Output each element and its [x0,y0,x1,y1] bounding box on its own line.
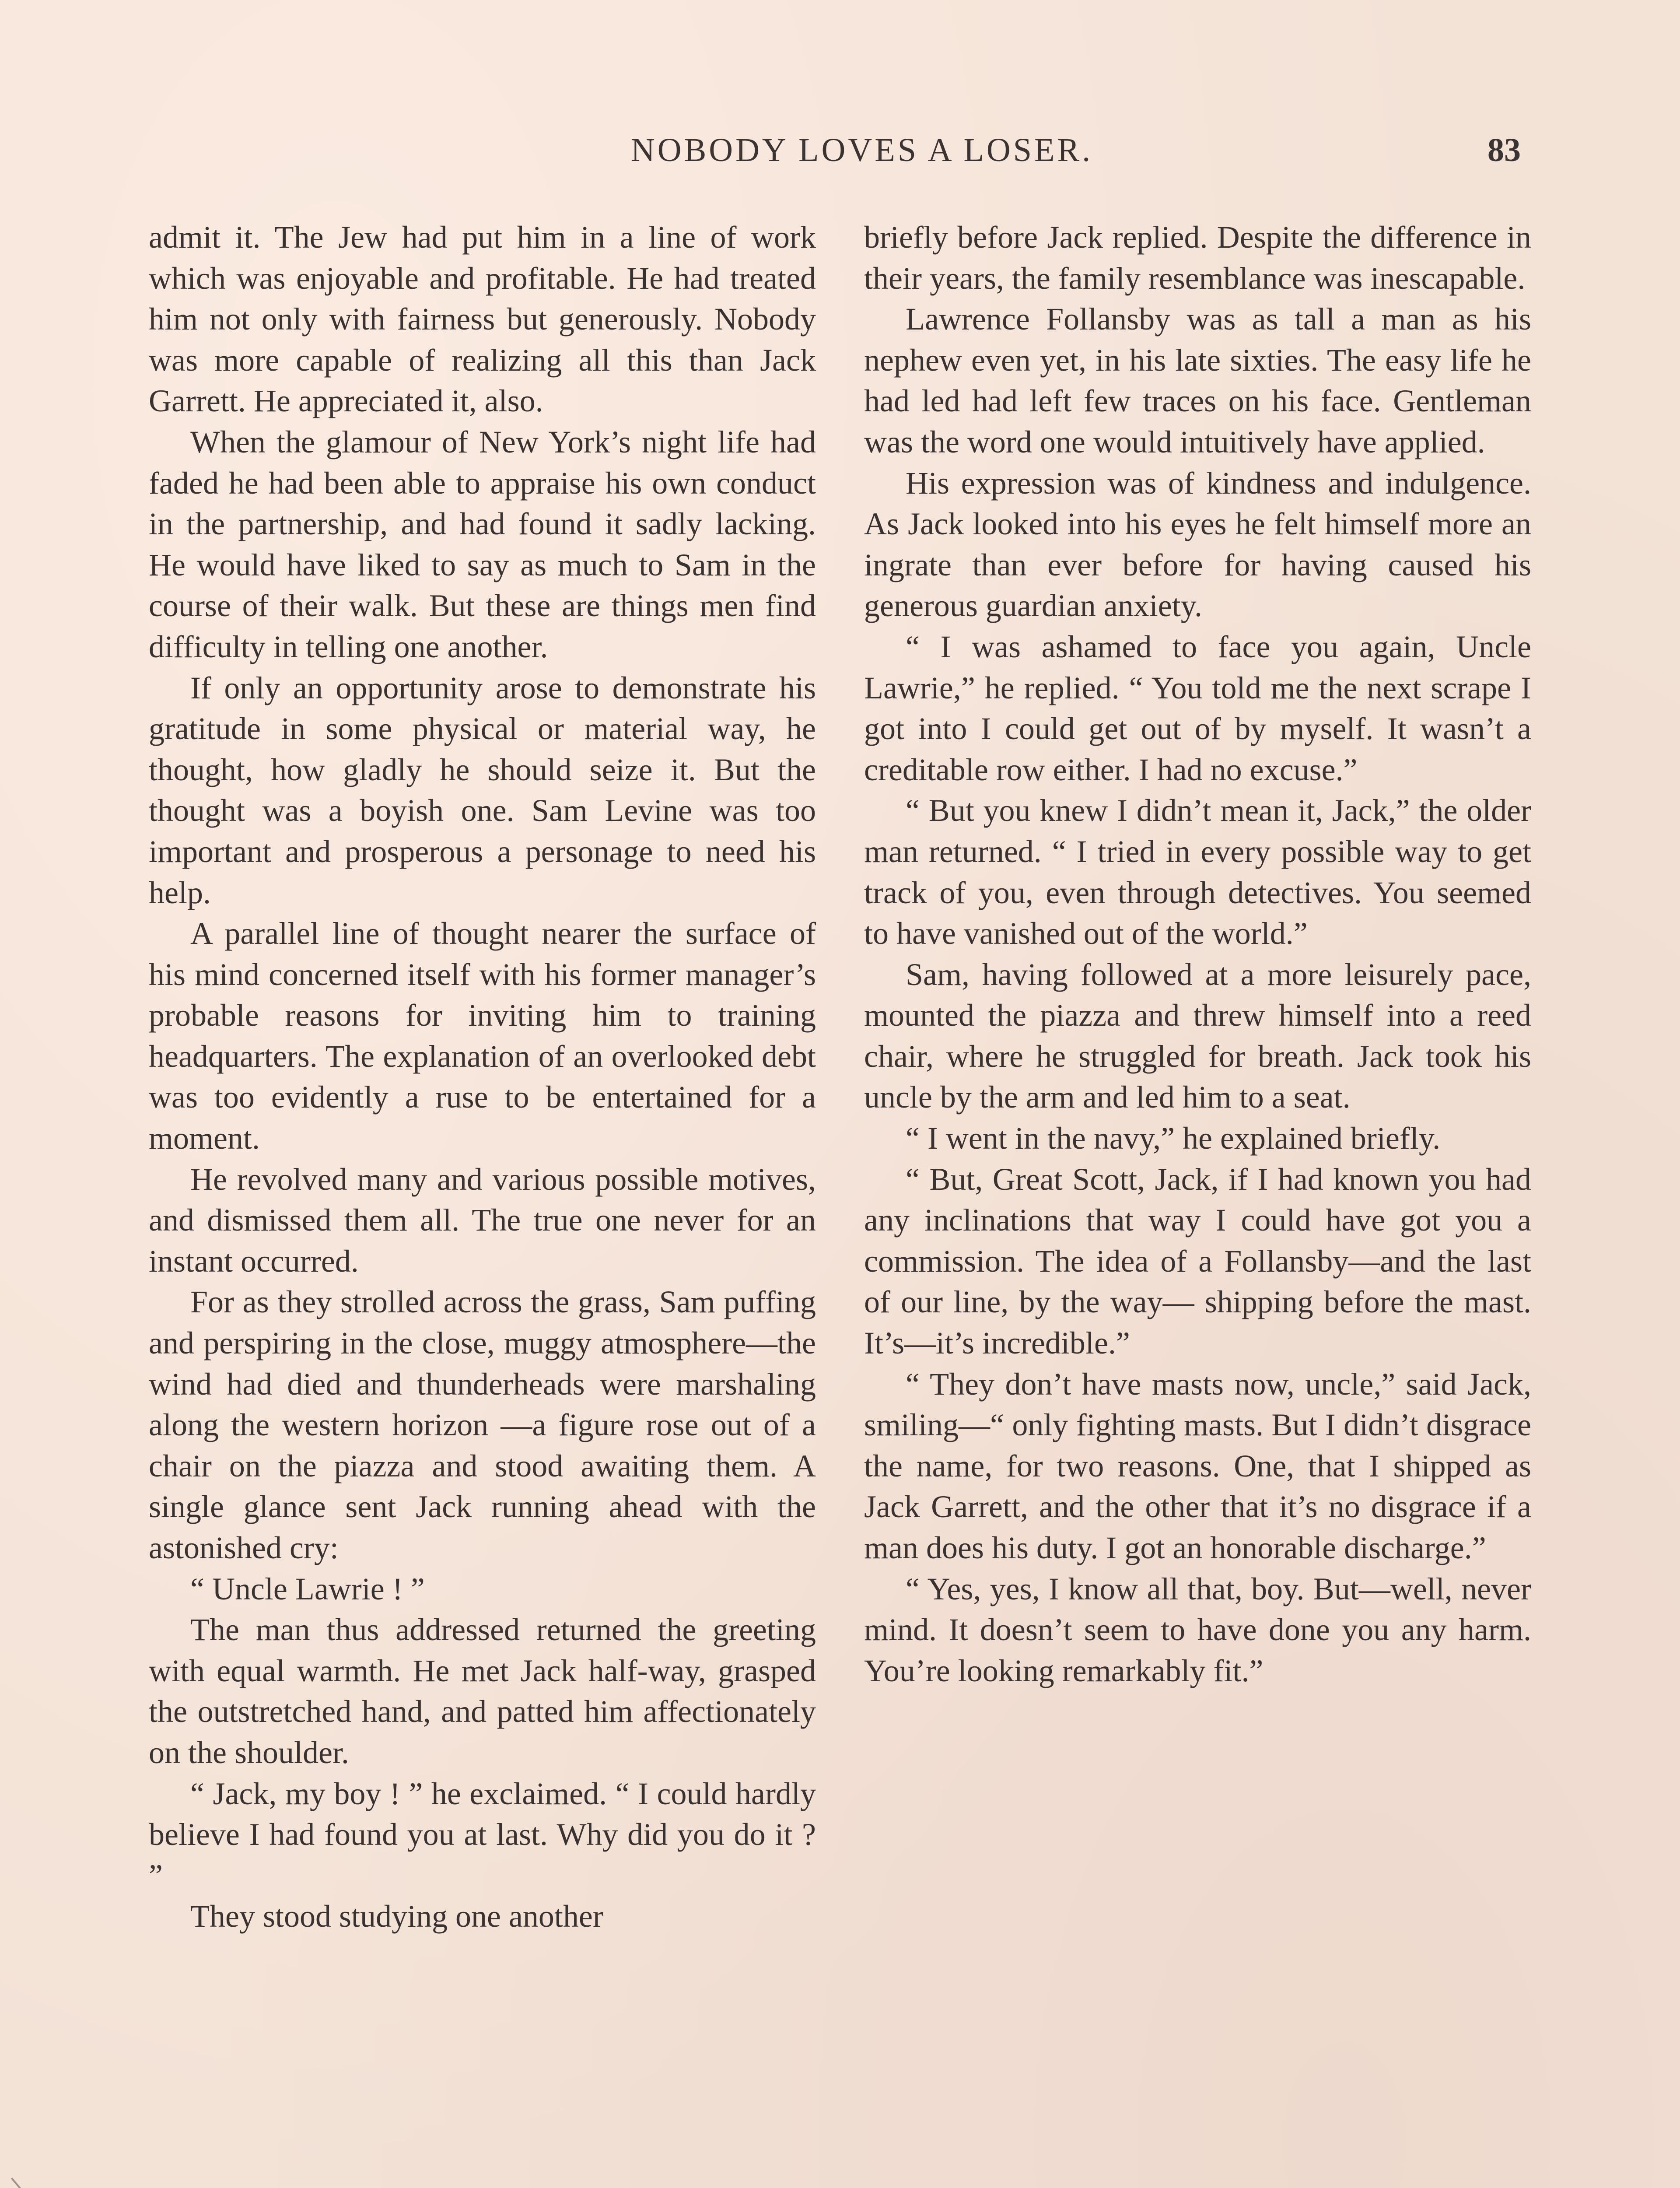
paragraph: “ Jack, my boy ! ” he exclaimed. “ I could hardly believe I had found you at last. Why did you do it ? ” [149,1776,816,1893]
page-scratch-mark [11,2161,52,2188]
paragraph: briefly before Jack replied. Despite the difference in their years, the family resemblance was inescapable. [864,220,1531,296]
paragraph: For as they strolled across the grass, Sam puffing and perspiring in the close, muggy atmosphere—the wind had died and thunderheads were marshaling along the western horizon —a figure rose out of a chair on the piazza and stood awaiting them. A single glance sent Jack running ahead with the astonished cry: [149,1284,816,1565]
paragraph: The man thus addressed returned the greeting with equal warmth. He met Jack half-way, grasped the outstretched hand, and patted him affectionately on the shoulder. [149,1612,816,1770]
paragraph: If only an opportunity arose to demonstrate his gratitude in some physical or material way, he thought, how gladly he should seize it. But the thought was a boyish one. Sam Levine was too important and prosperous a personage to need his help. [149,670,816,910]
right-column [864,217,1531,1691]
paragraph: Sam, having followed at a more leisurely pace, mounted the piazza and threw himself into a reed chair, where he struggled for breath. Jack took his uncle by the arm and led him to a seat. [864,957,1531,1115]
running-head [0,131,1680,179]
page-number: 83 [1488,132,1521,168]
paragraph: “ Uncle Lawrie ! ” [190,1571,425,1606]
running-title: NOBODY LOVES A LOSER. [630,132,1093,168]
paragraph: A parallel line of thought nearer the surface of his mind concerned itself with his former manager’s probable reasons for inviting him to training headquarters. The explanation of an overlooked debt was too evidently a ruse to be entertained for a moment. [149,916,816,1156]
paragraph: They stood studying one another [190,1899,603,1934]
paragraph: “ But you knew I didn’t mean it, Jack,” the older man returned. “ I tried in every possible way to get track of you, even through detectives. You seemed to have vanished out of the world.” [864,793,1531,951]
paragraph: Lawrence Follansby was as tall a man as his nephew even yet, in his late sixties. The easy life he had led had left few traces on his face. Gentleman was the word one would intuitively have applied. [864,302,1531,459]
paragraph: “ Yes, yes, I know all that, boy. But—well, never mind. It doesn’t seem to have done you any harm. You’re looking remarkably fit.” [864,1571,1531,1688]
paragraph: “ They don’t have masts now, uncle,” said Jack, smiling—“ only fighting masts. But I didn’t disgrace the name, for two reasons. One, that I shipped as Jack Garrett, and the other that it’s no disgrace if a man does his duty. I got an honorable discharge.” [864,1366,1531,1565]
paragraph: “ I went in the navy,” he explained briefly. [906,1121,1441,1156]
left-column [149,217,816,1937]
paragraph: When the glamour of New York’s night life had faded he had been able to appraise his own conduct in the partnership, and had found it sadly lacking. He would have liked to say as much to Sam in the course of their walk. But these are things men find difficulty in telling one another. [149,424,816,664]
paragraph: “ I was ashamed to face you again, Uncle Lawrie,” he replied. “ You told me the next scrape I got into I could get out of by myself. It wasn’t a creditable row either. I had no excuse.” [864,629,1531,787]
paragraph: admit it. The Jew had put him in a line of work which was enjoyable and profitable. He had treated him not only with fairness but generously. Nobody was more capable of realizing all this than Jack Garrett. He appreciated it, also. [149,220,816,419]
paragraph: He revolved many and various possible motives, and dismissed them all. The true one never for an instant occurred. [149,1161,816,1279]
paragraph: His expression was of kindness and indulgence. As Jack looked into his eyes he felt himself more an ingrate than ever before for having caused his generous guardian anxiety. [864,465,1531,624]
paragraph: “ But, Great Scott, Jack, if I had known you had any inclinations that way I could have got you a commission. The idea of a Follansby—and the last of our line, by the way— shipping before the mast. It’s—it’s incredible.” [864,1161,1531,1361]
